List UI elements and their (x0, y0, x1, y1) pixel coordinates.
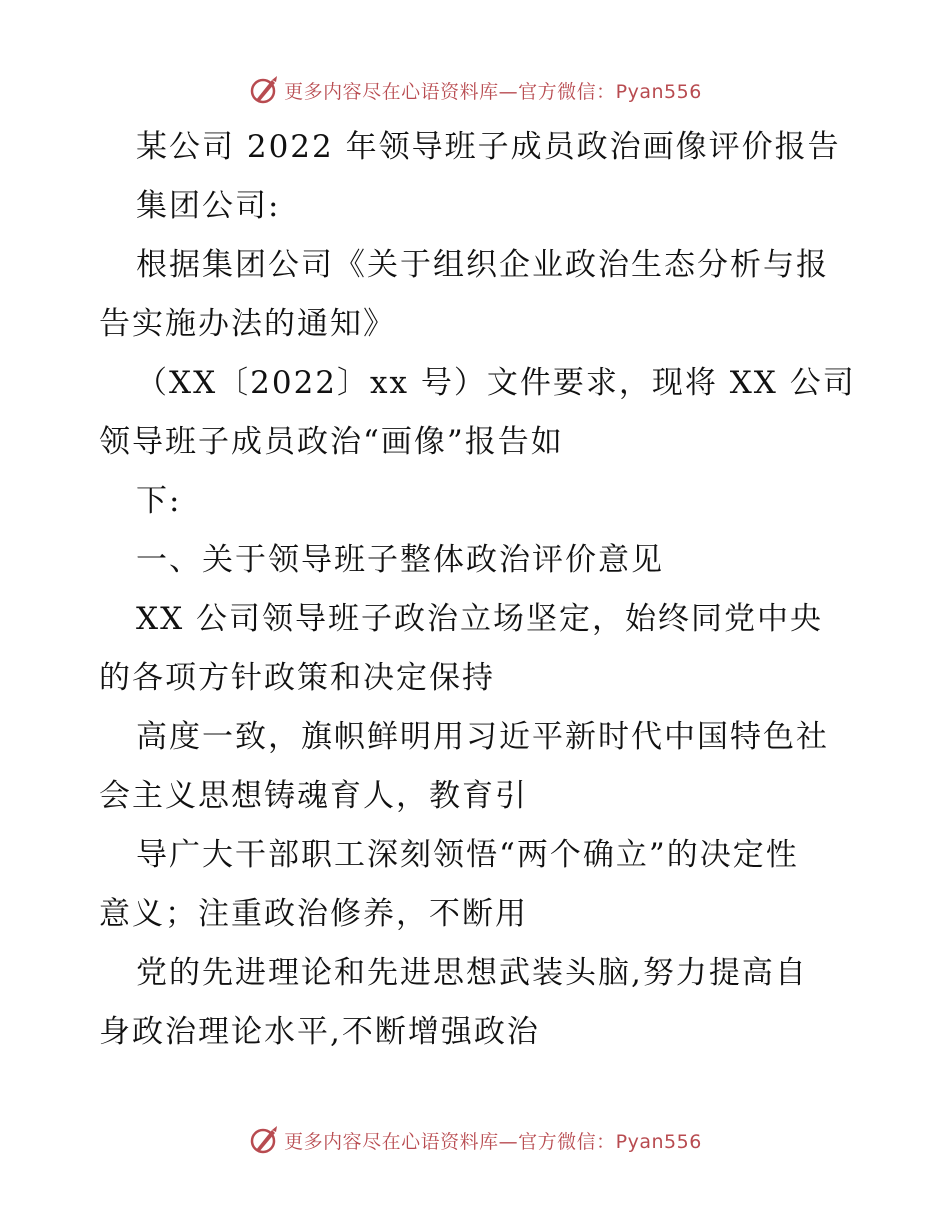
paragraph-7-line-1: 党的先进理论和先进思想武装头脑,努力提高自 (136, 955, 808, 991)
watermark-text: 更多内容尽在心语资料库—官方微信：Pyan556 (284, 80, 702, 103)
document-title: 某公司 2022 年领导班子成员政治画像评价报告 (136, 129, 841, 165)
paragraph-1-line-1: 根据集团公司《关于组织企业政治生态分析与报 (136, 247, 829, 283)
section-1-heading: 一、关于领导班子整体政治评价意见 (136, 542, 664, 578)
paragraph-2-line-1: （XX〔2022〕xx 号）文件要求，现将 XX 公司 (136, 365, 856, 401)
paragraph-6-line-1: 导广大干部职工深刻领悟“两个确立”的决定性 (136, 837, 799, 873)
paragraph-6-line-2: 意义；注重政治修养，不断用 (99, 896, 528, 932)
paragraph-5-line-2: 会主义思想铸魂育人，教育引 (99, 778, 528, 814)
paragraph-1-line-2: 告实施办法的通知》 (99, 306, 396, 342)
quill-pen-logo-icon (248, 1124, 280, 1156)
paragraph-5-line-1: 高度一致，旗帜鲜明用习近平新时代中国特色社 (136, 719, 829, 755)
paragraph-2-line-2: 领导班子成员政治“画像”报告如 (99, 424, 564, 460)
paragraph-7-line-2: 身政治理论水平,不断增强政治 (99, 1014, 540, 1050)
paragraph-3: 下: (136, 483, 182, 519)
watermark-text: 更多内容尽在心语资料库—官方微信：Pyan556 (284, 1130, 702, 1153)
footer-watermark (0, 1120, 950, 1160)
paragraph-4-line-1: XX 公司领导班子政治立场坚定，始终同党中央 (136, 601, 823, 637)
salutation: 集团公司: (136, 188, 281, 224)
paragraph-4-line-2: 的各项方针政策和决定保持 (99, 660, 495, 696)
